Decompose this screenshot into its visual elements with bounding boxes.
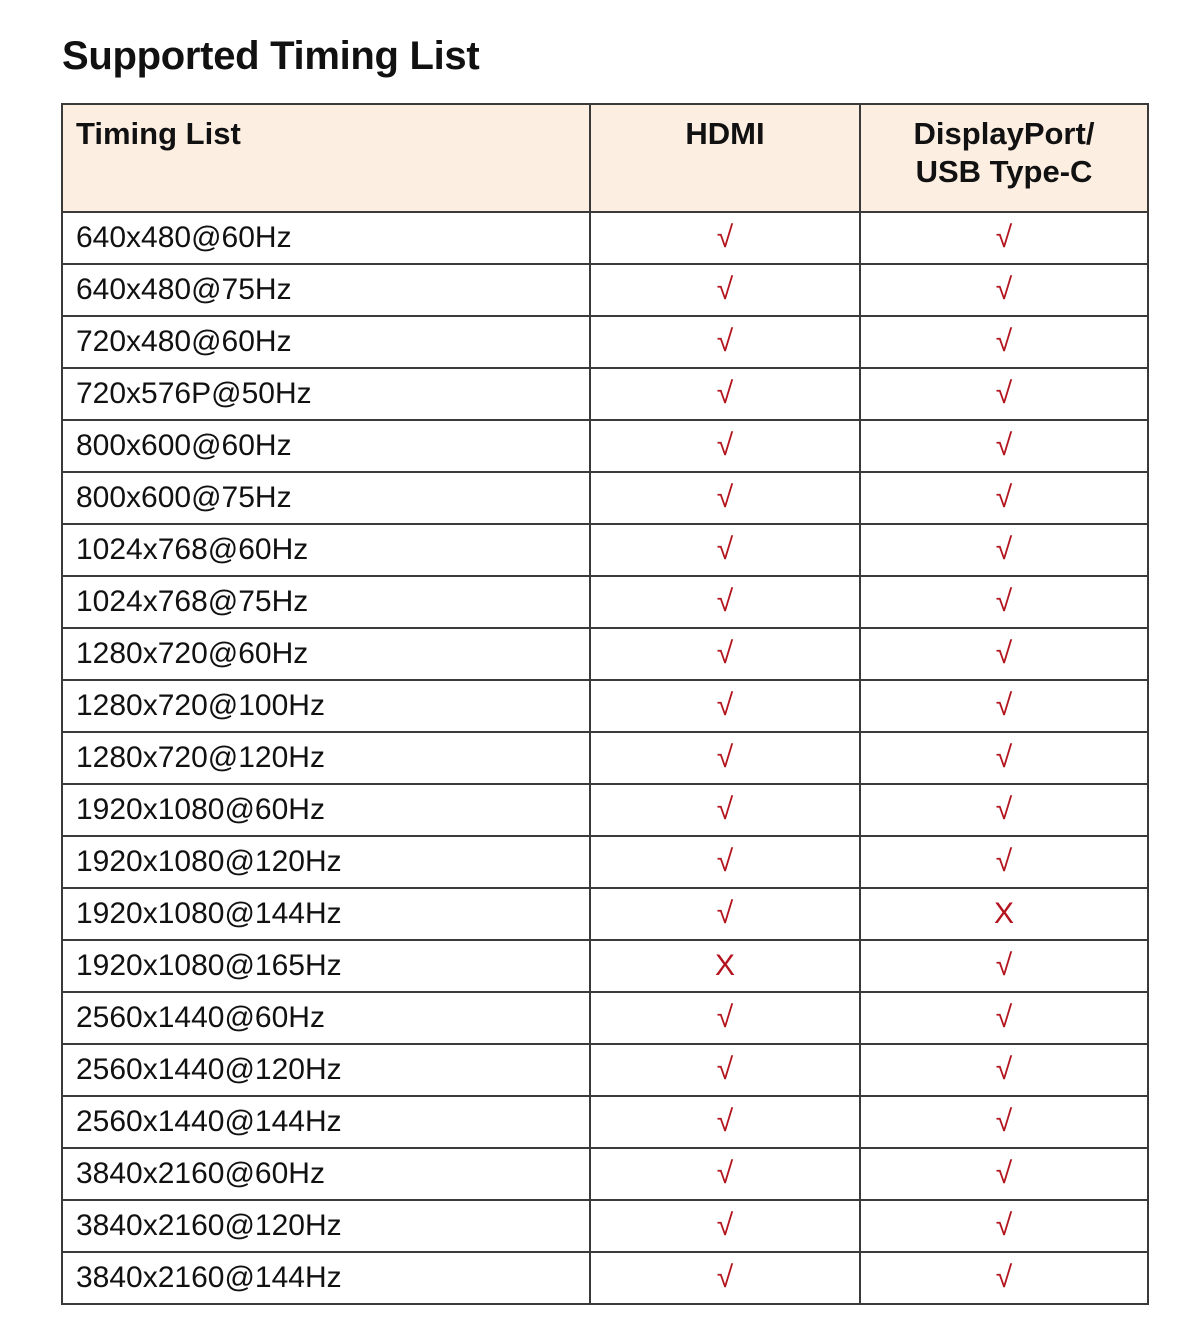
hdmi-check-mark: √	[590, 1252, 860, 1304]
table-row	[62, 628, 1148, 680]
dp-usbc-check-mark: √	[860, 1200, 1148, 1252]
dp-usbc-check-mark: √	[860, 1148, 1148, 1200]
timing-cell: 800x600@75Hz	[62, 472, 590, 524]
timing-cell: 640x480@60Hz	[62, 212, 590, 264]
table-row	[62, 992, 1148, 1044]
table-row	[62, 1200, 1148, 1252]
hdmi-check-mark: √	[590, 576, 860, 628]
timing-cell: 1024x768@75Hz	[62, 576, 590, 628]
table-row	[62, 1096, 1148, 1148]
timing-cell: 2560x1440@60Hz	[62, 992, 590, 1044]
table-row	[62, 680, 1148, 732]
dp-usbc-check-mark: √	[860, 992, 1148, 1044]
table-row	[62, 1044, 1148, 1096]
header-timing-list: Timing List	[62, 104, 590, 212]
timing-cell: 1280x720@60Hz	[62, 628, 590, 680]
dp-usbc-check-mark: √	[860, 784, 1148, 836]
table-row	[62, 212, 1148, 264]
table-row	[62, 264, 1148, 316]
table-body	[62, 212, 1148, 1304]
table-row	[62, 940, 1148, 992]
timing-cell: 1920x1080@144Hz	[62, 888, 590, 940]
table-row	[62, 784, 1148, 836]
hdmi-check-mark: √	[590, 316, 860, 368]
hdmi-check-mark: √	[590, 992, 860, 1044]
hdmi-check-mark: √	[590, 524, 860, 576]
hdmi-check-mark: √	[590, 628, 860, 680]
table-row	[62, 472, 1148, 524]
header-displayport-usbc	[860, 104, 1148, 212]
dp-usbc-check-mark: √	[860, 368, 1148, 420]
table-row	[62, 888, 1148, 940]
timing-cell: 3840x2160@144Hz	[62, 1252, 590, 1304]
table-row	[62, 1252, 1148, 1304]
hdmi-unsupported-mark: X	[590, 940, 860, 992]
hdmi-check-mark: √	[590, 1200, 860, 1252]
dp-usbc-check-mark: √	[860, 420, 1148, 472]
table-row	[62, 732, 1148, 784]
timing-cell: 1920x1080@120Hz	[62, 836, 590, 888]
timing-cell: 1280x720@120Hz	[62, 732, 590, 784]
dp-usbc-check-mark: √	[860, 212, 1148, 264]
timing-cell: 1280x720@100Hz	[62, 680, 590, 732]
table-row	[62, 524, 1148, 576]
table-row	[62, 576, 1148, 628]
dp-usbc-check-mark: √	[860, 836, 1148, 888]
dp-usbc-check-mark: √	[860, 1096, 1148, 1148]
hdmi-check-mark: √	[590, 732, 860, 784]
header-displayport-usbc-label: DisplayPort/ USB Type-C	[913, 116, 1095, 189]
timing-cell: 3840x2160@60Hz	[62, 1148, 590, 1200]
dp-usbc-check-mark: √	[860, 1252, 1148, 1304]
table-row	[62, 420, 1148, 472]
hdmi-check-mark: √	[590, 1044, 860, 1096]
timing-cell: 3840x2160@120Hz	[62, 1200, 590, 1252]
dp-usbc-unsupported-mark: X	[860, 888, 1148, 940]
timing-cell: 2560x1440@144Hz	[62, 1096, 590, 1148]
dp-usbc-check-mark: √	[860, 1044, 1148, 1096]
dp-usbc-check-mark: √	[860, 680, 1148, 732]
hdmi-check-mark: √	[590, 836, 860, 888]
table-header	[62, 104, 1148, 212]
hdmi-check-mark: √	[590, 680, 860, 732]
dp-usbc-check-mark: √	[860, 472, 1148, 524]
hdmi-check-mark: √	[590, 472, 860, 524]
hdmi-check-mark: √	[590, 784, 860, 836]
timing-table	[61, 103, 1149, 1305]
hdmi-check-mark: √	[590, 888, 860, 940]
timing-cell: 800x600@60Hz	[62, 420, 590, 472]
dp-usbc-check-mark: √	[860, 940, 1148, 992]
header-hdmi: HDMI	[590, 104, 860, 212]
timing-cell: 640x480@75Hz	[62, 264, 590, 316]
table-row	[62, 836, 1148, 888]
table-row	[62, 368, 1148, 420]
table-row	[62, 316, 1148, 368]
timing-cell: 1920x1080@60Hz	[62, 784, 590, 836]
header-row	[62, 104, 1148, 212]
timing-cell: 2560x1440@120Hz	[62, 1044, 590, 1096]
timing-cell: 720x576P@50Hz	[62, 368, 590, 420]
page-title: Supported Timing List	[62, 34, 480, 78]
hdmi-check-mark: √	[590, 212, 860, 264]
dp-usbc-check-mark: √	[860, 628, 1148, 680]
hdmi-check-mark: √	[590, 264, 860, 316]
dp-usbc-check-mark: √	[860, 732, 1148, 784]
dp-usbc-check-mark: √	[860, 264, 1148, 316]
hdmi-check-mark: √	[590, 368, 860, 420]
dp-usbc-check-mark: √	[860, 576, 1148, 628]
timing-cell: 720x480@60Hz	[62, 316, 590, 368]
hdmi-check-mark: √	[590, 1148, 860, 1200]
dp-usbc-check-mark: √	[860, 316, 1148, 368]
hdmi-check-mark: √	[590, 1096, 860, 1148]
dp-usbc-check-mark: √	[860, 524, 1148, 576]
timing-cell: 1920x1080@165Hz	[62, 940, 590, 992]
timing-cell: 1024x768@60Hz	[62, 524, 590, 576]
hdmi-check-mark: √	[590, 420, 860, 472]
table-row	[62, 1148, 1148, 1200]
